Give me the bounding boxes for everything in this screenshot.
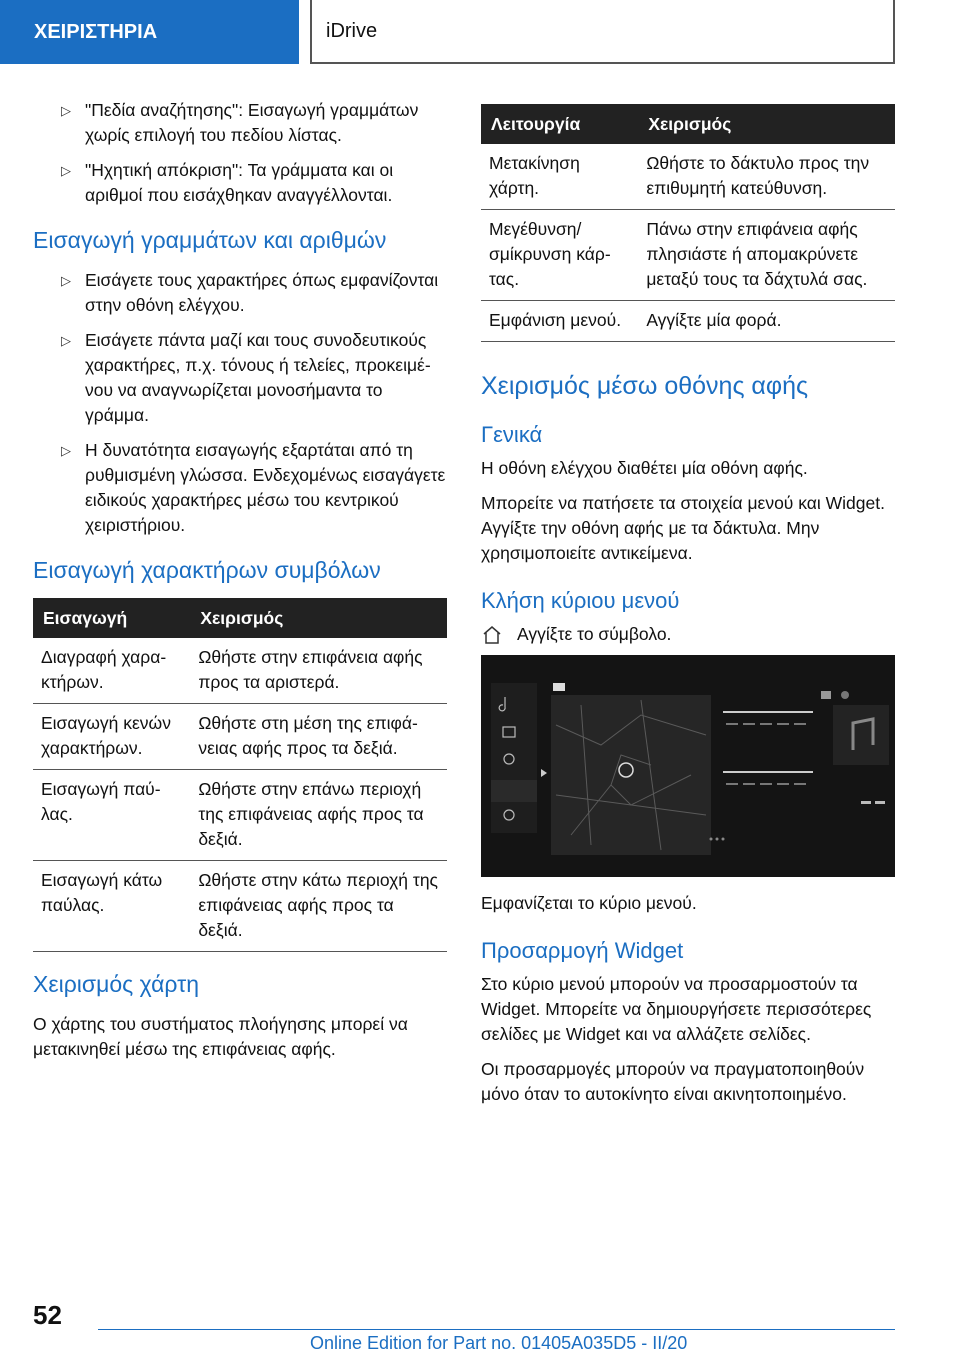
table-row: Μετακίνηση χάρτη. Ωθήστε το δάκτυλο προς την επιθυμητή κατεύθυνση. bbox=[481, 144, 895, 210]
triangle-bullet-icon: ▷ bbox=[61, 443, 71, 458]
table-row: Εισαγωγή κάτω παύλας. Ωθήστε στην κάτω περιοχή της επιφάνειας αφής προς τα δεξιά. bbox=[33, 861, 447, 952]
bullet-item: ▷ "Πεδία αναζήτησης": Εισαγωγή γραμμάτων χωρίς επιλογή του πεδίου λίστας. bbox=[61, 100, 419, 145]
left-column bbox=[33, 98, 447, 1072]
right-column bbox=[481, 98, 895, 1117]
heading-map: Χειρισμός χάρτη bbox=[33, 971, 199, 997]
heading-touchscreen: Χειρισμός μέσω οθόνης αφής bbox=[481, 372, 809, 400]
triangle-bullet-icon: ▷ bbox=[61, 103, 71, 118]
table-row: Εισαγωγή κενών χαρακτήρων. Ωθήστε στη μέση της επιφάνειας αφής προς τα δεξιά. bbox=[33, 704, 447, 770]
table-row: Μεγέθυνση/ σμίκρυνση κάρτας. Πάνω στην επιφάνεια αφής πλησιάστε ή απομακρύνετε μεταξύ τους τα δάχτυλά σας. bbox=[481, 210, 895, 301]
footer-edition: Online Edition for Part no. 01405A035D5 - II/20 bbox=[310, 1333, 688, 1353]
table-row: Διαγραφή χαρακτήρων. Ωθήστε στην επιφάνεια αφής προς τα αριστερά. bbox=[33, 638, 447, 704]
function-table: Λειτουργία Χειρισμός Μετακίνηση χάρτη. Ωθήστε το δάκτυλο προς την επιθυμητή κατεύθυνση. Μεγέθυνση/ σμίκρυνση κάρτας. Πάνω στην επιφάνεια αφής πλησιάστε ή απομακρύνετε μεταξύ τους τα δάχτυλά σας. Εμφάνιση μενού. Αγγίξτε μία φορά. bbox=[481, 104, 895, 342]
triangle-bullet-icon: ▷ bbox=[61, 163, 71, 178]
widget-paragraph-2: Οι προσαρμογές μπορούν να πραγματοποιηθούν μόνο όταν το αυτοκίνητο είναι ακινητοποιημένο. bbox=[481, 1059, 865, 1104]
general-paragraph-2: Μπορείτε να πατήσετε τα στοιχεία μενού και Widget. Αγγίξτε την οθόνη αφής με τα δάκτυλα. Μην χρησιμοποιείτε αντικείμενα. bbox=[481, 493, 885, 563]
main-menu-instruction: Αγγίξτε το σύμβολο. bbox=[517, 624, 672, 644]
home-icon bbox=[481, 624, 503, 646]
menu-shown-paragraph: Εμφανίζεται το κύριο μενού. bbox=[481, 893, 697, 913]
bullet-item: ▷ Η δυνατότητα εισαγωγής εξαρτάται από τη ρυθμισμένη γλώσσα. Ενδεχομένως εισαγάγετε ειδικούς χαρακτήρες μέσω του κεντρικού χειριστήριου. bbox=[61, 440, 446, 535]
triangle-bullet-icon: ▷ bbox=[61, 333, 71, 348]
symbols-table: Εισαγωγή Χειρισμός Διαγραφή χαρακτήρων. Ωθήστε στην επιφάνεια αφής προς τα αριστερά. Εισαγωγή κενών χαρακτήρων. Ωθήστε στη μέση της επιφάνειας αφής προς τα δεξιά. Εισαγωγή παύλας. Ωθήστε στην επάνω περιοχή της επιφάνειας αφής προς τα δεξιά. Εισαγωγή κάτω παύλας. Ωθήστε στην κάτω περιοχή της επιφάνειας αφής προς τα δεξιά. bbox=[33, 598, 447, 952]
table-row: Εμφάνιση μενού. Αγγίξτε μία φορά. bbox=[481, 301, 895, 342]
table-row: Εισαγωγή παύλας. Ωθήστε στην επάνω περιοχή της επιφάνειας αφής προς τα δεξιά. bbox=[33, 770, 447, 861]
footer-divider bbox=[98, 1329, 895, 1330]
heading-widget: Προσαρμογή Widget bbox=[481, 938, 684, 963]
idrive-screen-image bbox=[481, 655, 895, 877]
heading-symbols: Εισαγωγή χαρακτήρων συμβόλων bbox=[33, 557, 381, 583]
widget-paragraph-1: Στο κύριο μενού μπορούν να προσαρμοστούν τα Widget. Μπορείτε να δημιουργήσετε περισσότερες σελίδες με Widget και να αλλάζετε σελίδες. bbox=[481, 974, 872, 1044]
bullet-item: ▷ Εισάγετε πάντα μαζί και τους συνοδευτικούς χαρακτήρες, π.χ. τόνους ή τελείες, προκειμένου να αναγνωρίζεται μονοσήμαντα το γράμμα. bbox=[61, 330, 431, 425]
heading-general: Γενικά bbox=[481, 422, 543, 447]
heading-letters-numbers: Εισαγωγή γραμμάτων και αριθμών bbox=[33, 227, 387, 253]
page-number: 52 bbox=[33, 1300, 62, 1330]
general-paragraph-1: Η οθόνη ελέγχου διαθέτει μία οθόνη αφής. bbox=[481, 458, 808, 478]
bullet-item: ▷ "Ηχητική απόκριση": Τα γράμματα και οι αριθμοί που εισάχθηκαν αναγγέλλονται. bbox=[61, 160, 394, 205]
triangle-bullet-icon: ▷ bbox=[61, 273, 71, 288]
map-paragraph: Ο χάρτης του συστήματος πλοήγησης μπορεί να μετακινηθεί μέσω της επιφάνειας αφής. bbox=[33, 1014, 408, 1059]
header-chapter: iDrive bbox=[310, 0, 895, 64]
bullet-item: ▷ Εισάγετε τους χαρακτήρες όπως εμφανίζονται στην οθόνη ελέγχου. bbox=[61, 270, 439, 315]
header-section: ΧΕΙΡΙΣΤΗΡΙΑ bbox=[0, 0, 299, 64]
heading-main-menu: Κλήση κύριου μενού bbox=[481, 588, 680, 613]
